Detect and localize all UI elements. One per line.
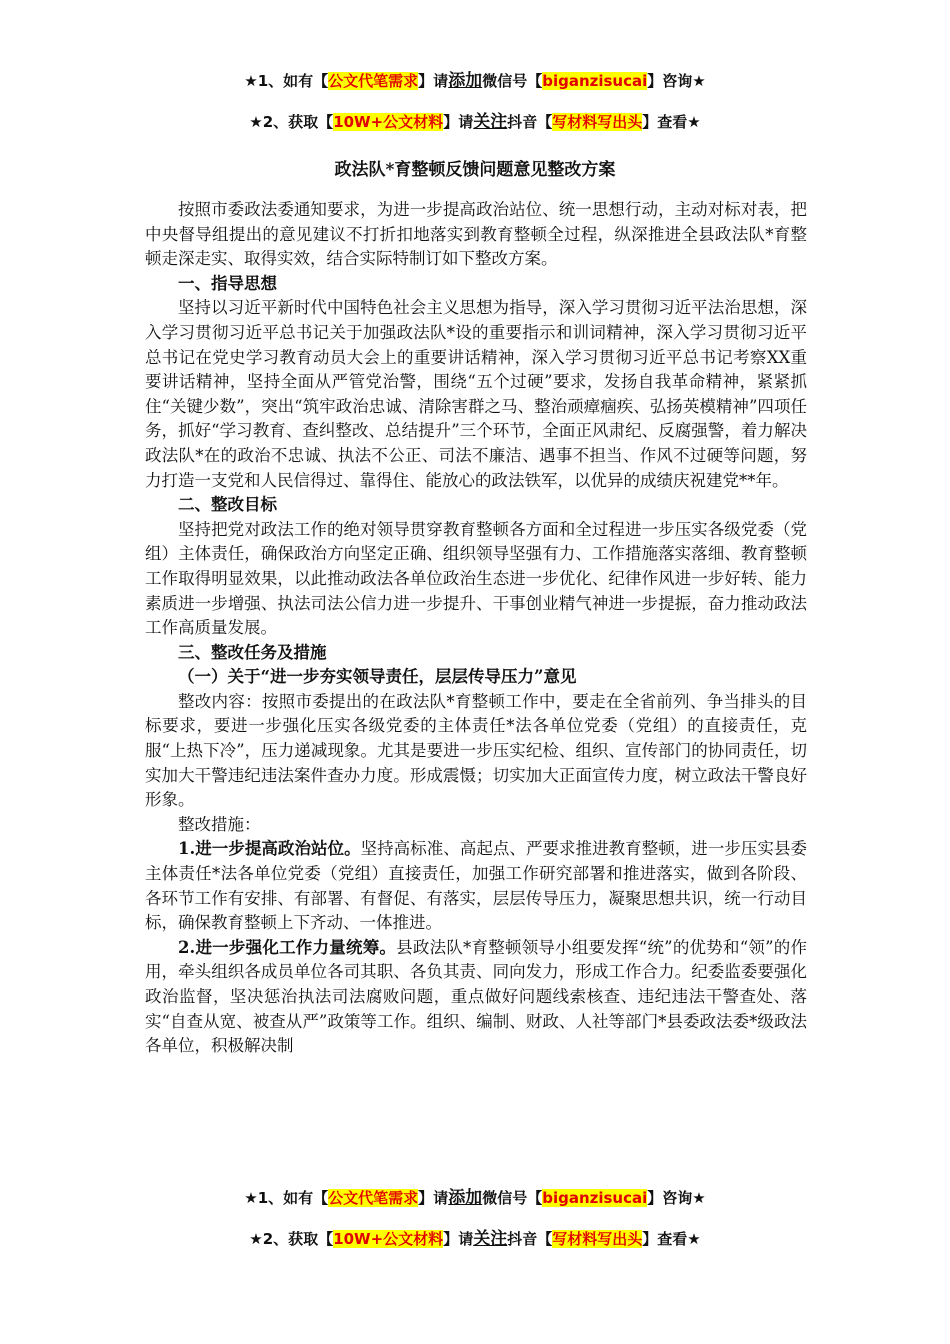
measure-item-1	[145, 837, 807, 935]
document-title: 政法队*育整顿反馈问题意见整改方案	[334, 160, 616, 180]
section-heading-1: 一、指导思想	[178, 273, 277, 293]
promo-text: 】请	[443, 113, 474, 131]
promo-highlight: 10W+公文材料	[333, 1230, 444, 1248]
promo-highlight: 写材料写出头	[552, 113, 643, 131]
promo-highlight: 10W+公文材料	[333, 113, 444, 131]
measure-item-2-title: 2.进一步强化工作力量统筹。	[178, 937, 397, 957]
promo-text: 】请	[418, 72, 449, 90]
promo-highlight: 公文代笔需求	[328, 1189, 419, 1207]
intro-paragraph: 按照市委政法委通知要求，为进一步提高政治站位、统一思想行动，主动对标对表，把中央督导组提出的意见建议不打折扣地落实到教育整顿全过程，纵深推进全县政法队*育整顿走深走实、取得实效，结合实际特制订如下整改方案。	[145, 200, 807, 269]
promo-text: 】查看★	[642, 113, 701, 131]
promo-text: 】请	[418, 1189, 449, 1207]
promo-text: 】查看★	[642, 1230, 701, 1248]
promo-text: ★1、如有【	[244, 72, 329, 90]
measure-item-2-text: 县政法队*育整顿领导小组要发挥“统”的优势和“领”的作用，牵头组织各成员单位各司其职、各负其责、同向发力，形成工作合力。纪委监委要强化政治监督，坚决惩治执法司法腐败问题，重点做好问题线索核查、违纪违法干警查处、落实“自查从宽、被查从严”政策等工作。组织、编制、财政、人社等部门*县委政法委*级政法各单位，积极解决制	[145, 937, 807, 1056]
promo-text: ★1、如有【	[244, 1189, 329, 1207]
document-body	[145, 198, 807, 1059]
subsection-heading-1: （一）关于“进一步夯实领导责任，层层传导压力”意见	[178, 667, 577, 687]
measure-item-2	[145, 936, 807, 1059]
paragraph-guiding-thought: 坚持以习近平新时代中国特色社会主义思想为指导，深入学习贯彻习近平法治思想，深入学习贯彻习近平总书记关于加强政法队*设的重要指示和训词精神，深入学习贯彻习近平总书记在党史学习教育动员大会上的重要讲话精神，深入学习贯彻习近平总书记考察XX重要讲话精神，坚持全面从严管党治警，围绕“五个过硬”要求，发扬自我革命精神，紧紧抓住“关键少数”，突出“筑牢政治忠诚、清除害群之马、整治顽瘴痼疾、弘扬英模精神”四项任务，抓好“学习教育、查纠整改、总结提升”三个环节，全面正风肃纪、反腐强警，着力解决政法队*在的政治不忠诚、执法不公正、司法不廉洁、遇事不担当、作风不过硬等问题，努力打造一支党和人民信得过、靠得住、能放心的政法铁军，以优异的成绩庆祝建党**年。	[145, 298, 807, 490]
promo-text: 】咨询★	[647, 72, 706, 90]
promo-text: 微信号【	[482, 1189, 543, 1207]
promo-line-1	[0, 70, 950, 92]
promo-text: 微信号【	[482, 72, 543, 90]
paragraph-rectification-content: 整改内容：按照市委提出的在政法队*育整顿工作中，要走在全省前列、争当排头的目标要求，要进一步强化压实各级党委的主体责任*法各单位党委（党组）的直接责任，克服“上热下冷”，压力递减现象。尤其是要进一步压实纪检、组织、宣传部门的协同责任，切实加大干警违纪违法案件查办力度。形成震慑；切实加大正面宣传力度，树立政法干警良好形象。	[145, 691, 807, 810]
promo-line-1-footer	[0, 1187, 950, 1209]
measure-item-1-title: 1.进一步提高政治站位。	[178, 839, 361, 859]
promo-highlight: biganzisucai	[542, 72, 648, 90]
promo-underlined: 添加	[448, 1188, 483, 1208]
paragraph-measures-label: 整改措施：	[178, 814, 261, 834]
measure-item-1-text: 坚持高标准、高起点、严要求推进教育整顿，进一步压实县委主体责任*法各单位党委（党组）直接责任，加强工作研究部署和推进落实，做到各阶段、各环节工作有安排、有部署、有督促、有落实，层层传导压力，凝聚思想共识，统一行动目标，确保教育整顿上下齐动、一体推进。	[145, 839, 807, 933]
promo-text: 】咨询★	[647, 1189, 706, 1207]
promo-underlined: 关注	[473, 112, 508, 132]
section-heading-2: 二、整改目标	[178, 495, 277, 515]
promo-underlined: 添加	[448, 71, 483, 91]
promo-line-2	[0, 111, 950, 133]
promo-text: ★2、获取【	[249, 1230, 334, 1248]
promo-highlight: 公文代笔需求	[328, 72, 419, 90]
promo-highlight: 写材料写出头	[552, 1230, 643, 1248]
promo-text: 】请	[443, 1230, 474, 1248]
promo-line-2-footer	[0, 1228, 950, 1250]
section-heading-3: 三、整改任务及措施	[178, 642, 327, 662]
promo-underlined: 关注	[473, 1229, 508, 1249]
paragraph-goals: 坚持把党对政法工作的绝对领导贯穿教育整顿各方面和全过程进一步压实各级党委（党组）主体责任，确保政治方向坚定正确、组织领导坚强有力、工作措施落实落细、教育整顿工作取得明显效果，以此推动政法各单位政治生态进一步优化、纪律作风进一步好转、能力素质进一步增强、执法司法公信力进一步提升、干事创业精气神进一步提振，奋力推动政法工作高质量发展。	[145, 519, 807, 638]
promo-text: 抖音【	[507, 113, 553, 131]
promo-highlight: biganzisucai	[542, 1189, 648, 1207]
promo-text: 抖音【	[507, 1230, 553, 1248]
promo-text: ★2、获取【	[249, 113, 334, 131]
